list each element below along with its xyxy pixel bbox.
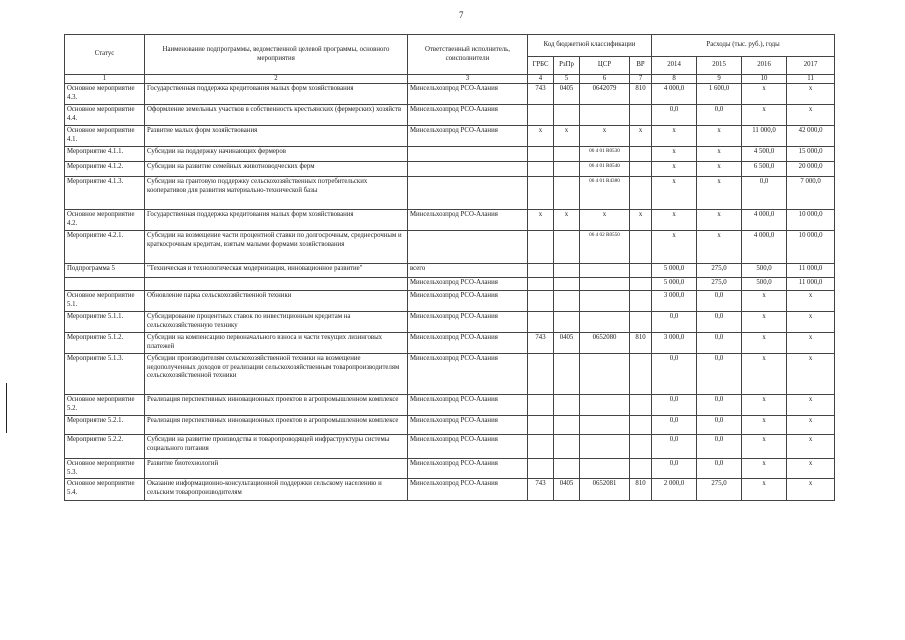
table-row <box>65 84 835 105</box>
executor-cell: Минсельхозпрод РСО-Алания <box>408 416 528 435</box>
rzpr-cell: 0405 <box>554 84 580 105</box>
executor-cell: Минсельхозпрод РСО-Алания <box>408 84 528 105</box>
expense-2014-cell: x <box>652 231 697 264</box>
expense-2017-cell: 10 000,0 <box>787 231 835 264</box>
rzpr-cell <box>554 435 580 459</box>
expense-2016-cell: x <box>742 105 787 126</box>
rzpr-cell <box>554 105 580 126</box>
name-cell: Государственная поддержка кредитования малых форм хозяйствования <box>145 210 408 231</box>
executor-cell <box>408 231 528 264</box>
rzpr-cell <box>554 278 580 291</box>
table-row <box>65 291 835 312</box>
grbs-cell: 743 <box>528 333 554 354</box>
vr-cell: 810 <box>630 479 652 501</box>
expense-2014-cell: 0,0 <box>652 354 697 395</box>
executor-cell: Минсельхозпрод РСО-Алания <box>408 333 528 354</box>
grbs-cell <box>528 231 554 264</box>
rzpr-cell <box>554 264 580 278</box>
csr-cell <box>580 312 630 333</box>
expense-2017-cell: x <box>787 291 835 312</box>
expense-2014-cell: x <box>652 126 697 147</box>
grbs-cell: 743 <box>528 479 554 501</box>
expense-2016-cell: x <box>742 416 787 435</box>
grbs-cell <box>528 291 554 312</box>
status-cell: Мероприятие 5.1.1. <box>65 312 145 333</box>
table-row <box>65 264 835 278</box>
rzpr-cell <box>554 177 580 210</box>
csr-cell <box>580 435 630 459</box>
grbs-cell <box>528 395 554 416</box>
name-cell: Реализация перспективных инновационных проектов в агропромышленном комплексе <box>145 416 408 435</box>
name-cell: Развитие малых форм хозяйствования <box>145 126 408 147</box>
vr-cell <box>630 354 652 395</box>
csr-cell <box>580 105 630 126</box>
vr-cell <box>630 162 652 177</box>
grbs-cell: x <box>528 126 554 147</box>
executor-cell: Минсельхозпрод РСО-Алания <box>408 312 528 333</box>
header-budget-code: Код бюджетной классификации <box>528 35 652 57</box>
name-cell: "Техническая и технологическая модернизация, инновационное развитие" <box>145 264 408 278</box>
name-cell <box>145 278 408 291</box>
grbs-cell <box>528 416 554 435</box>
header-year-2015: 2015 <box>697 57 742 75</box>
csr-cell <box>580 416 630 435</box>
grbs-cell: 743 <box>528 84 554 105</box>
expense-2014-cell: x <box>652 147 697 162</box>
expense-2014-cell: 3 000,0 <box>652 333 697 354</box>
expense-2015-cell: 1 600,0 <box>697 84 742 105</box>
header-csr: ЦСР <box>580 57 630 75</box>
name-cell: Реализация перспективных инновационных проектов в агропромышленном комплексе <box>145 395 408 416</box>
header-year-2017: 2017 <box>787 57 835 75</box>
table-row <box>65 126 835 147</box>
expense-2015-cell: 275,0 <box>697 278 742 291</box>
header-expenses: Расходы (тыс. руб.), годы <box>652 35 835 57</box>
expense-2015-cell: x <box>697 147 742 162</box>
status-cell: Мероприятие 4.2.1. <box>65 231 145 264</box>
status-cell: Мероприятие 4.1.2. <box>65 162 145 177</box>
expense-2016-cell: x <box>742 479 787 501</box>
expense-2014-cell: 0,0 <box>652 312 697 333</box>
expense-2014-cell: 0,0 <box>652 416 697 435</box>
executor-cell: Минсельхозпрод РСО-Алания <box>408 395 528 416</box>
column-index: 6 <box>580 75 630 84</box>
vr-cell <box>630 291 652 312</box>
expense-2014-cell: x <box>652 162 697 177</box>
budget-table-body <box>65 84 835 501</box>
table-row <box>65 435 835 459</box>
expense-2017-cell: 15 000,0 <box>787 147 835 162</box>
header-status: Статус <box>65 35 145 75</box>
csr-cell: 06 4 01 R0530 <box>580 147 630 162</box>
expense-2015-cell: 0,0 <box>697 459 742 479</box>
name-cell: Развитие биотехнологий <box>145 459 408 479</box>
status-cell: Подпрограмма 5 <box>65 264 145 278</box>
expense-2016-cell: x <box>742 395 787 416</box>
expense-2017-cell: 10 000,0 <box>787 210 835 231</box>
grbs-cell: x <box>528 210 554 231</box>
status-cell <box>65 278 145 291</box>
column-index: 10 <box>742 75 787 84</box>
grbs-cell <box>528 147 554 162</box>
status-cell: Основное мероприятие 5.1. <box>65 291 145 312</box>
expense-2015-cell: 0,0 <box>697 105 742 126</box>
csr-cell: x <box>580 126 630 147</box>
expense-2014-cell: 0,0 <box>652 105 697 126</box>
expense-2014-cell: x <box>652 210 697 231</box>
header-year-2016: 2016 <box>742 57 787 75</box>
expense-2016-cell: x <box>742 354 787 395</box>
column-index: 11 <box>787 75 835 84</box>
csr-cell: 06 4 01 R4380 <box>580 177 630 210</box>
csr-cell: 06 4 01 R0540 <box>580 162 630 177</box>
status-cell: Основное мероприятие 4.2. <box>65 210 145 231</box>
expense-2015-cell: 275,0 <box>697 479 742 501</box>
expense-2017-cell: x <box>787 84 835 105</box>
executor-cell: всего <box>408 264 528 278</box>
grbs-cell <box>528 312 554 333</box>
csr-cell: x <box>580 210 630 231</box>
expense-2015-cell: 0,0 <box>697 395 742 416</box>
expense-2015-cell: 0,0 <box>697 354 742 395</box>
column-index-row <box>65 75 835 84</box>
name-cell: Субсидии на поддержку начинающих фермеров <box>145 147 408 162</box>
executor-cell: Минсельхозпрод РСО-Алания <box>408 105 528 126</box>
executor-cell: Минсельхозпрод РСО-Алания <box>408 354 528 395</box>
expense-2015-cell: 0,0 <box>697 416 742 435</box>
table-row <box>65 395 835 416</box>
status-cell: Мероприятие 4.1.1. <box>65 147 145 162</box>
executor-cell: Минсельхозпрод РСО-Алания <box>408 291 528 312</box>
header-rzpr: РзПр <box>554 57 580 75</box>
expense-2016-cell: x <box>742 333 787 354</box>
expense-2016-cell: x <box>742 459 787 479</box>
csr-cell <box>580 264 630 278</box>
vr-cell <box>630 435 652 459</box>
column-index: 7 <box>630 75 652 84</box>
status-cell: Основное мероприятие 5.2. <box>65 395 145 416</box>
expense-2016-cell: 11 000,0 <box>742 126 787 147</box>
vr-cell <box>630 264 652 278</box>
rzpr-cell <box>554 162 580 177</box>
status-cell: Мероприятие 5.1.2. <box>65 333 145 354</box>
executor-cell: Минсельхозпрод РСО-Алания <box>408 126 528 147</box>
executor-cell: Минсельхозпрод РСО-Алания <box>408 459 528 479</box>
status-cell: Основное мероприятие 4.3. <box>65 84 145 105</box>
grbs-cell <box>528 354 554 395</box>
executor-cell: Минсельхозпрод РСО-Алания <box>408 479 528 501</box>
expense-2016-cell: 6 500,0 <box>742 162 787 177</box>
status-cell: Основное мероприятие 4.4. <box>65 105 145 126</box>
table-row <box>65 147 835 162</box>
table-row <box>65 278 835 291</box>
table-row <box>65 333 835 354</box>
status-cell: Мероприятие 4.1.3. <box>65 177 145 210</box>
status-cell: Мероприятие 5.2.1. <box>65 416 145 435</box>
rzpr-cell <box>554 354 580 395</box>
vr-cell <box>630 105 652 126</box>
rzpr-cell: x <box>554 210 580 231</box>
expense-2015-cell: 0,0 <box>697 333 742 354</box>
executor-cell <box>408 162 528 177</box>
status-cell: Основное мероприятие 5.3. <box>65 459 145 479</box>
vr-cell <box>630 231 652 264</box>
expense-2015-cell: x <box>697 126 742 147</box>
status-cell: Мероприятие 5.2.2. <box>65 435 145 459</box>
table-row <box>65 162 835 177</box>
csr-cell <box>580 278 630 291</box>
vr-cell: 810 <box>630 84 652 105</box>
column-index: 2 <box>145 75 408 84</box>
csr-cell <box>580 354 630 395</box>
expense-2016-cell: 0,0 <box>742 177 787 210</box>
header-executor: Ответственный исполнитель, соисполнители <box>408 35 528 75</box>
rzpr-cell <box>554 147 580 162</box>
rzpr-cell: 0405 <box>554 479 580 501</box>
expense-2017-cell: x <box>787 105 835 126</box>
expense-2016-cell: 4 500,0 <box>742 147 787 162</box>
header-year-2014: 2014 <box>652 57 697 75</box>
name-cell: Государственная поддержка кредитования малых форм хозяйствования <box>145 84 408 105</box>
expense-2014-cell: x <box>652 177 697 210</box>
expense-2017-cell: x <box>787 459 835 479</box>
column-index: 5 <box>554 75 580 84</box>
expense-2016-cell: 500,0 <box>742 278 787 291</box>
rzpr-cell: x <box>554 126 580 147</box>
grbs-cell <box>528 105 554 126</box>
vr-cell: x <box>630 210 652 231</box>
expense-2015-cell: x <box>697 231 742 264</box>
status-cell: Основное мероприятие 5.4. <box>65 479 145 501</box>
expense-2017-cell: x <box>787 312 835 333</box>
csr-cell <box>580 459 630 479</box>
vr-cell <box>630 395 652 416</box>
budget-table <box>64 34 835 501</box>
expense-2014-cell: 4 000,0 <box>652 84 697 105</box>
expense-2014-cell: 5 000,0 <box>652 264 697 278</box>
column-index: 9 <box>697 75 742 84</box>
table-row <box>65 459 835 479</box>
status-cell: Мероприятие 5.1.3. <box>65 354 145 395</box>
table-row <box>65 177 835 210</box>
expense-2014-cell: 0,0 <box>652 459 697 479</box>
vr-cell <box>630 459 652 479</box>
expense-2016-cell: 4 000,0 <box>742 231 787 264</box>
column-index: 1 <box>65 75 145 84</box>
column-index: 8 <box>652 75 697 84</box>
grbs-cell <box>528 177 554 210</box>
page-number: 7 <box>459 10 464 20</box>
expense-2015-cell: x <box>697 210 742 231</box>
name-cell: Оказание информационно-консультационной поддержки сельскому населению и сельским товаропроизводителям <box>145 479 408 501</box>
vr-cell <box>630 416 652 435</box>
rzpr-cell: 0405 <box>554 333 580 354</box>
column-index: 4 <box>528 75 554 84</box>
rzpr-cell <box>554 312 580 333</box>
rzpr-cell <box>554 291 580 312</box>
expense-2014-cell: 3 000,0 <box>652 291 697 312</box>
expense-2014-cell: 0,0 <box>652 395 697 416</box>
expense-2015-cell: x <box>697 162 742 177</box>
csr-cell <box>580 291 630 312</box>
expense-2016-cell: x <box>742 435 787 459</box>
grbs-cell <box>528 162 554 177</box>
table-row <box>65 354 835 395</box>
table-row <box>65 231 835 264</box>
expense-2017-cell: x <box>787 416 835 435</box>
status-cell: Основное мероприятие 4.1. <box>65 126 145 147</box>
header-name: Наименование подпрограммы, ведомственной целевой программы, основного мероприятия <box>145 35 408 75</box>
csr-cell: 0652080 <box>580 333 630 354</box>
expense-2016-cell: x <box>742 84 787 105</box>
name-cell: Субсидии на грантовую поддержку сельскохозяйственных потребительских кооперативов для развития материально-технической базы <box>145 177 408 210</box>
grbs-cell <box>528 278 554 291</box>
executor-cell <box>408 177 528 210</box>
expense-2014-cell: 0,0 <box>652 435 697 459</box>
expense-2015-cell: 0,0 <box>697 291 742 312</box>
name-cell: Субсидии на развитие семейных животноводческих ферм <box>145 162 408 177</box>
csr-cell: 0652081 <box>580 479 630 501</box>
vr-cell <box>630 278 652 291</box>
expense-2014-cell: 2 000,0 <box>652 479 697 501</box>
name-cell: Субсидии на возмещение части процентной ставки по долгосрочным, среднесрочным и краткосрочным кредитам, взятым малыми формами хозяйствования <box>145 231 408 264</box>
name-cell: Субсидирование процентных ставок по инвестиционным кредитам на сельскохозяйственную технику <box>145 312 408 333</box>
name-cell: Субсидии производителям сельскохозяйственной техники на возмещение недополученных доходов от реализации сельскохозяйственным товаропроизводителям сельскохозяйственной техники <box>145 354 408 395</box>
expense-2017-cell: x <box>787 333 835 354</box>
expense-2017-cell: x <box>787 435 835 459</box>
expense-2016-cell: 500,0 <box>742 264 787 278</box>
grbs-cell <box>528 435 554 459</box>
expense-2016-cell: x <box>742 312 787 333</box>
expense-2017-cell: 11 000,0 <box>787 278 835 291</box>
table-row <box>65 479 835 501</box>
expense-2016-cell: x <box>742 291 787 312</box>
csr-cell: 0642079 <box>580 84 630 105</box>
expense-2015-cell: 275,0 <box>697 264 742 278</box>
name-cell: Оформление земельных участков в собственность крестьянских (фермерских) хозяйств <box>145 105 408 126</box>
table-row <box>65 210 835 231</box>
rzpr-cell <box>554 395 580 416</box>
column-index: 3 <box>408 75 528 84</box>
vr-cell: x <box>630 126 652 147</box>
table-row <box>65 312 835 333</box>
expense-2017-cell: x <box>787 479 835 501</box>
executor-cell <box>408 147 528 162</box>
expense-2017-cell: 11 000,0 <box>787 264 835 278</box>
expense-2017-cell: 20 000,0 <box>787 162 835 177</box>
expense-2017-cell: x <box>787 354 835 395</box>
expense-2015-cell: 0,0 <box>697 312 742 333</box>
executor-cell: Минсельхозпрод РСО-Алания <box>408 210 528 231</box>
expense-2017-cell: 42 000,0 <box>787 126 835 147</box>
header-grbs: ГРБС <box>528 57 554 75</box>
table-row <box>65 105 835 126</box>
name-cell: Субсидии на развитие производства и товаропроводящей инфраструктуры системы социального питания <box>145 435 408 459</box>
csr-cell <box>580 395 630 416</box>
executor-cell: Минсельхозпрод РСО-Алания <box>408 278 528 291</box>
rzpr-cell <box>554 416 580 435</box>
expense-2016-cell: 4 000,0 <box>742 210 787 231</box>
vr-cell <box>630 147 652 162</box>
expense-2015-cell: x <box>697 177 742 210</box>
csr-cell: 06 4 02 R0550 <box>580 231 630 264</box>
vr-cell: 810 <box>630 333 652 354</box>
header-vr: ВР <box>630 57 652 75</box>
expense-2014-cell: 5 000,0 <box>652 278 697 291</box>
name-cell: Субсидии на компенсацию первоначального взноса и части текущих лизинговых платежей <box>145 333 408 354</box>
grbs-cell <box>528 264 554 278</box>
expense-2015-cell: 0,0 <box>697 435 742 459</box>
name-cell: Обновление парка сельскохозяйственной техники <box>145 291 408 312</box>
rzpr-cell <box>554 459 580 479</box>
expense-2017-cell: 7 000,0 <box>787 177 835 210</box>
grbs-cell <box>528 459 554 479</box>
table-row <box>65 416 835 435</box>
vr-cell <box>630 312 652 333</box>
rzpr-cell <box>554 231 580 264</box>
scan-edge-mark <box>6 383 7 433</box>
expense-2017-cell: x <box>787 395 835 416</box>
executor-cell: Минсельхозпрод РСО-Алания <box>408 435 528 459</box>
vr-cell <box>630 177 652 210</box>
